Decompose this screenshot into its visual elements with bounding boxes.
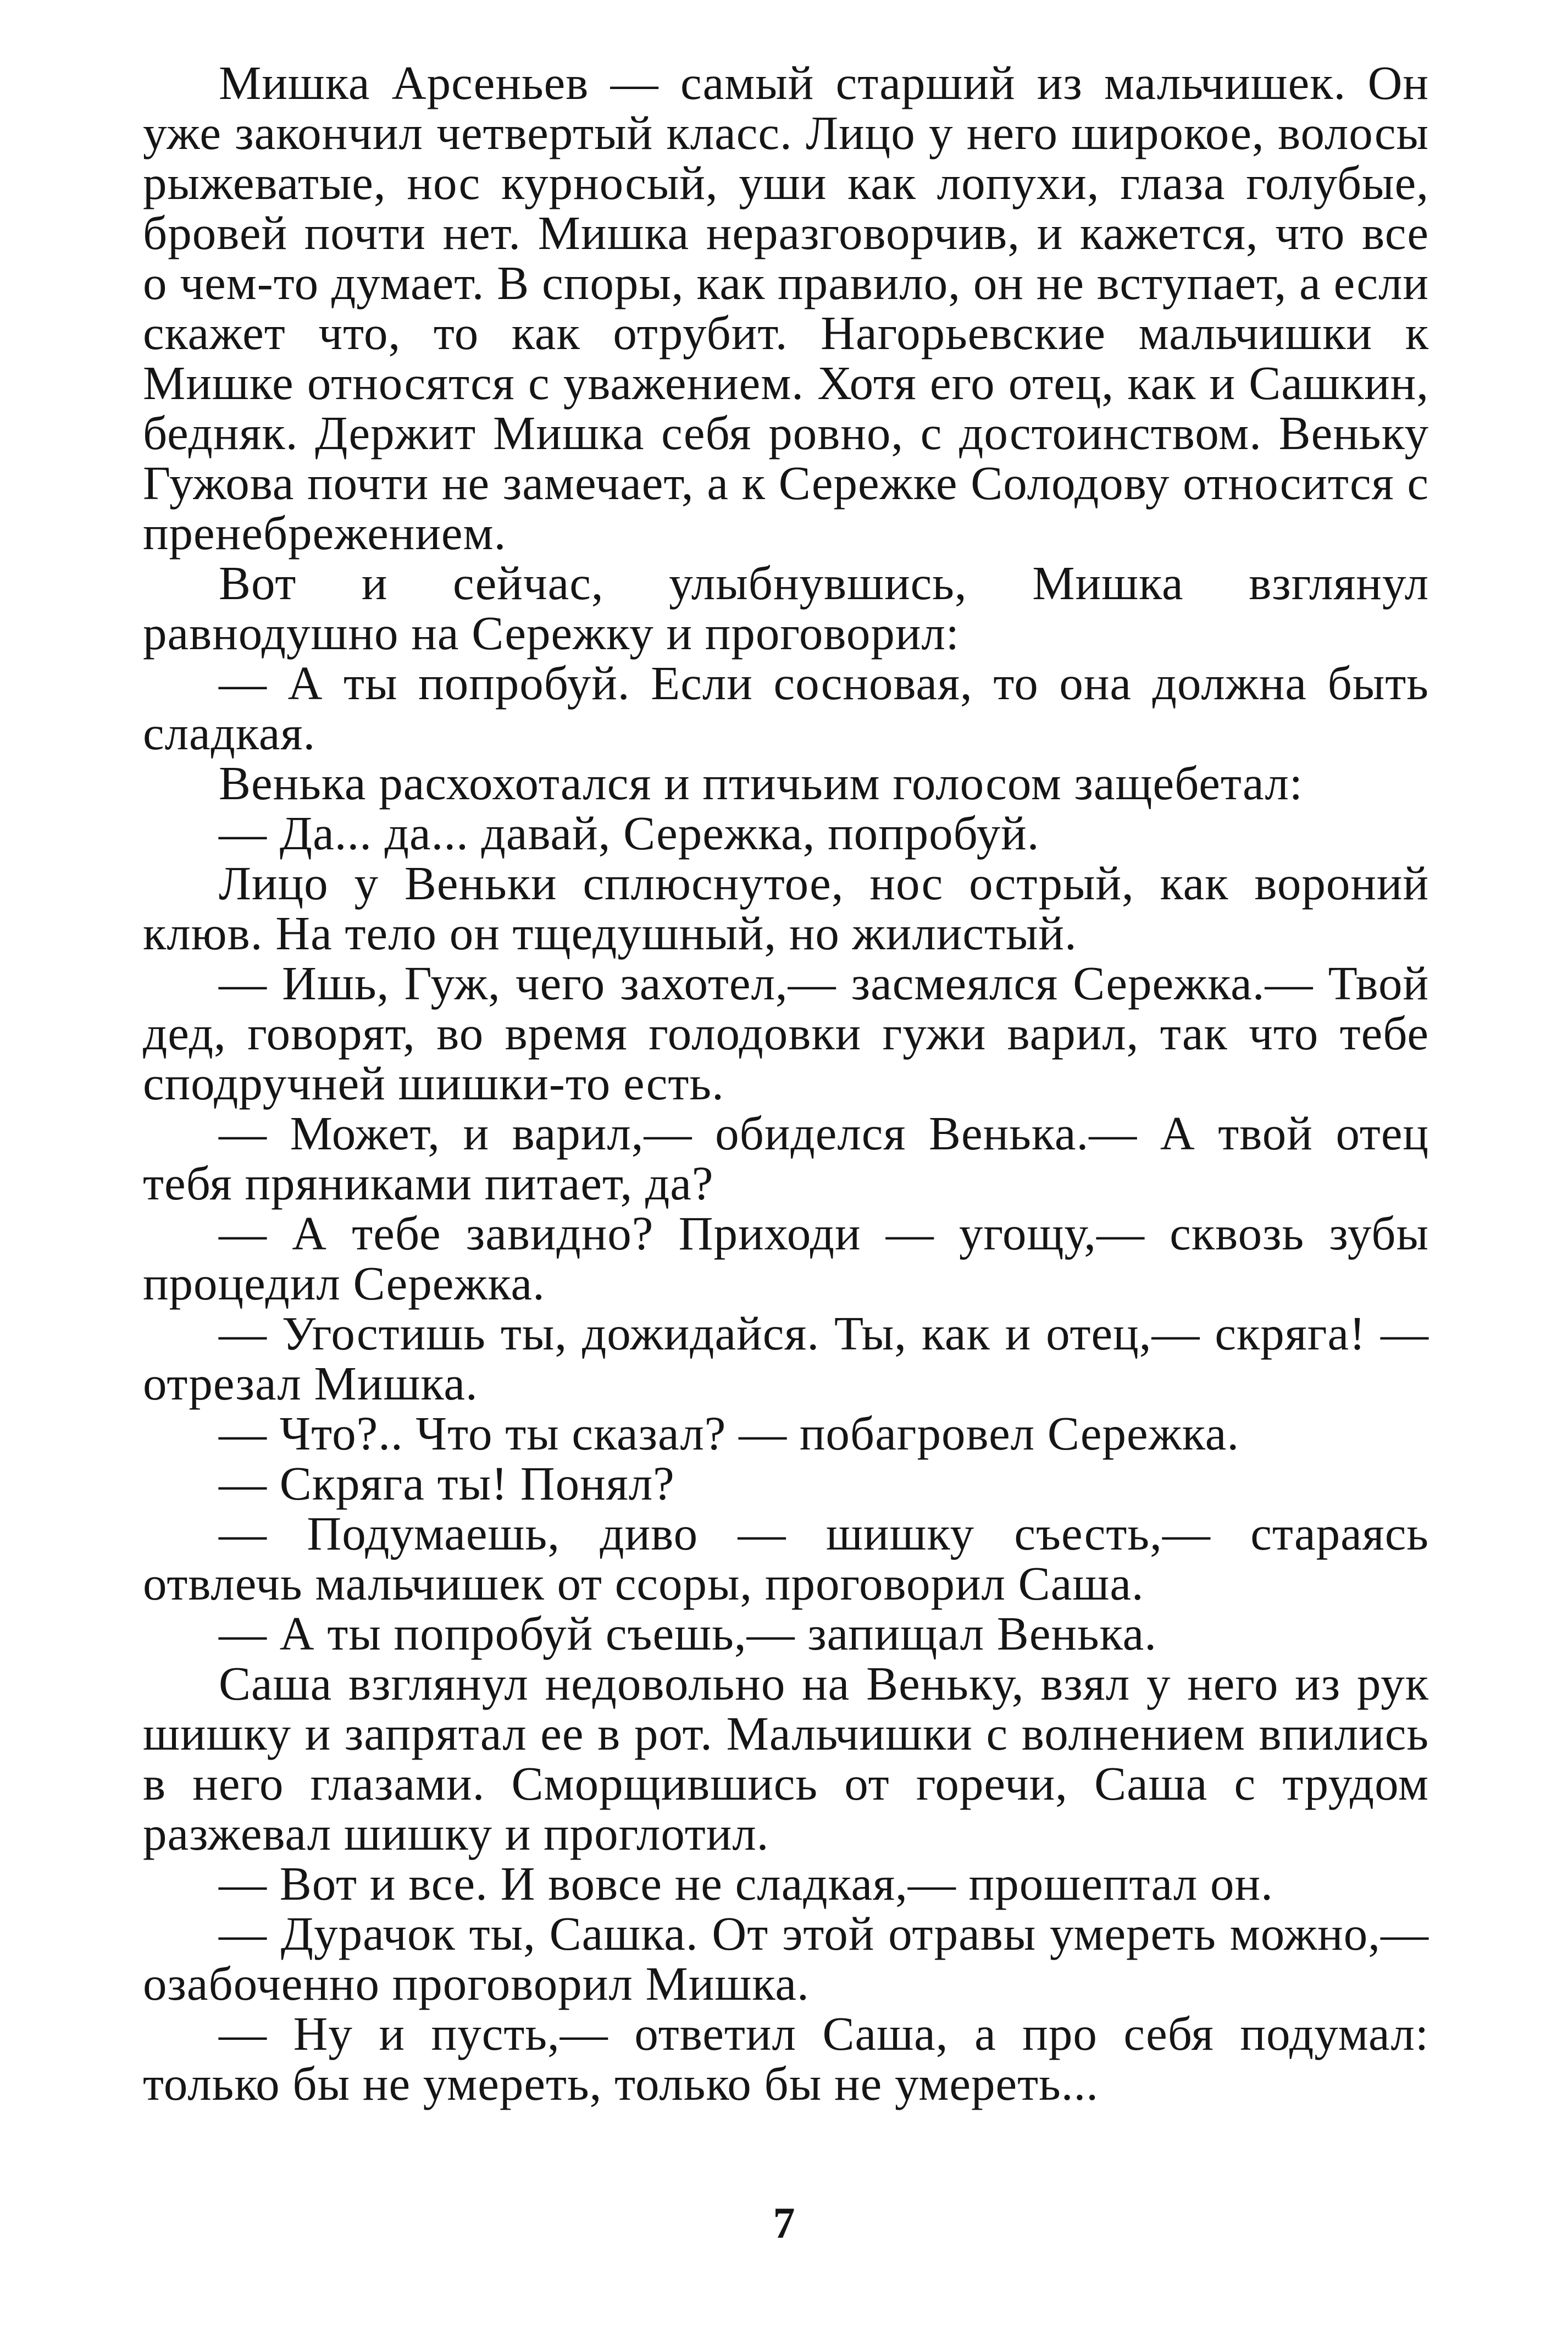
dialogue-line: — А ты попробуй съешь,— запищал Венька. (219, 1607, 1157, 1660)
dialogue-line: — Ишь, Гуж, чего захотел,— засмеялся Сережка.— Твой дед, говорят, во время голодовки гужи варил, так что тебе сподручней шишки-то есть. (143, 956, 1429, 1110)
dialogue-line: — Вот и все. И вовсе не сладкая,— прошептал он. (219, 1857, 1273, 1910)
dialogue-line: — Угостишь ты, дожидайся. Ты, как и отец,— скряга! — отрезал Мишка. (143, 1307, 1429, 1410)
dialogue-line: — Скряга ты! Понял? (219, 1457, 675, 1510)
dialogue-line: — Дурачок ты, Сашка. От этой отравы умереть можно,— озабоченно проговорил Мишка. (143, 1907, 1429, 2010)
page-number: 7 (773, 2199, 795, 2248)
dialogue-line: — Что?.. Что ты сказал? — побагровел Сережка. (219, 1407, 1240, 1460)
dialogue-line: — Да... да... давай, Сережка, попробуй. (219, 806, 1040, 860)
paragraph: Венька расхохотался и птичьим голосом защебетал: (219, 756, 1303, 810)
dialogue-line: — Может, и варил,— обиделся Венька.— А твой отец тебя пряниками питает, да? (143, 1106, 1429, 1210)
dialogue-line: — Подумаешь, диво — шишку съесть,— стараясь отвлечь мальчишек от ссоры, проговорил Саша. (143, 1507, 1429, 1610)
dialogue-line: — А ты попробуй. Если сосновая, то она должна быть сладкая. (143, 656, 1429, 760)
paragraph: Мишка Арсеньев — самый старший из мальчишек. Он уже закончил четвертый класс. Лицо у него широкое, волосы рыжеватые, нос курносый, уши как лопухи, глаза голубые, бровей почти нет. Мишка неразговорчив, и кажется, что все о чем-то думает. В споры, как правило, он не вступает, а если скажет что, то как отрубит. Нагорьевские мальчишки к Мишке относятся с уважением. Хотя его отец, как и Сашкин, бедняк. Держит Мишка себя ровно, с достоинством. Веньку Гужова почти не замечает, а к Сережке Солодову относится с пренебрежением. (143, 56, 1429, 560)
paragraph: Лицо у Веньки сплюснутое, нос острый, как вороний клюв. На тело он тщедушный, но жилистый. (143, 856, 1429, 960)
body-text (143, 58, 1429, 2109)
paragraph: Вот и сейчас, улыбнувшись, Мишка взглянул равнодушно на Сережку и проговорил: (143, 556, 1429, 660)
dialogue-line: — Ну и пусть,— ответил Саша, а про себя подумал: только бы не умереть, только бы не умереть... (143, 2007, 1429, 2110)
paragraph: Саша взглянул недовольно на Веньку, взял у него из рук шишку и запрятал ее в рот. Мальчишки с волнением впились в него глазами. Сморщившись от горечи, Саша с трудом разжевал шишку и проглотил. (143, 1657, 1429, 1860)
dialogue-line: — А тебе завидно? Приходи — угощу,— сквозь зубы процедил Сережка. (143, 1207, 1429, 1310)
